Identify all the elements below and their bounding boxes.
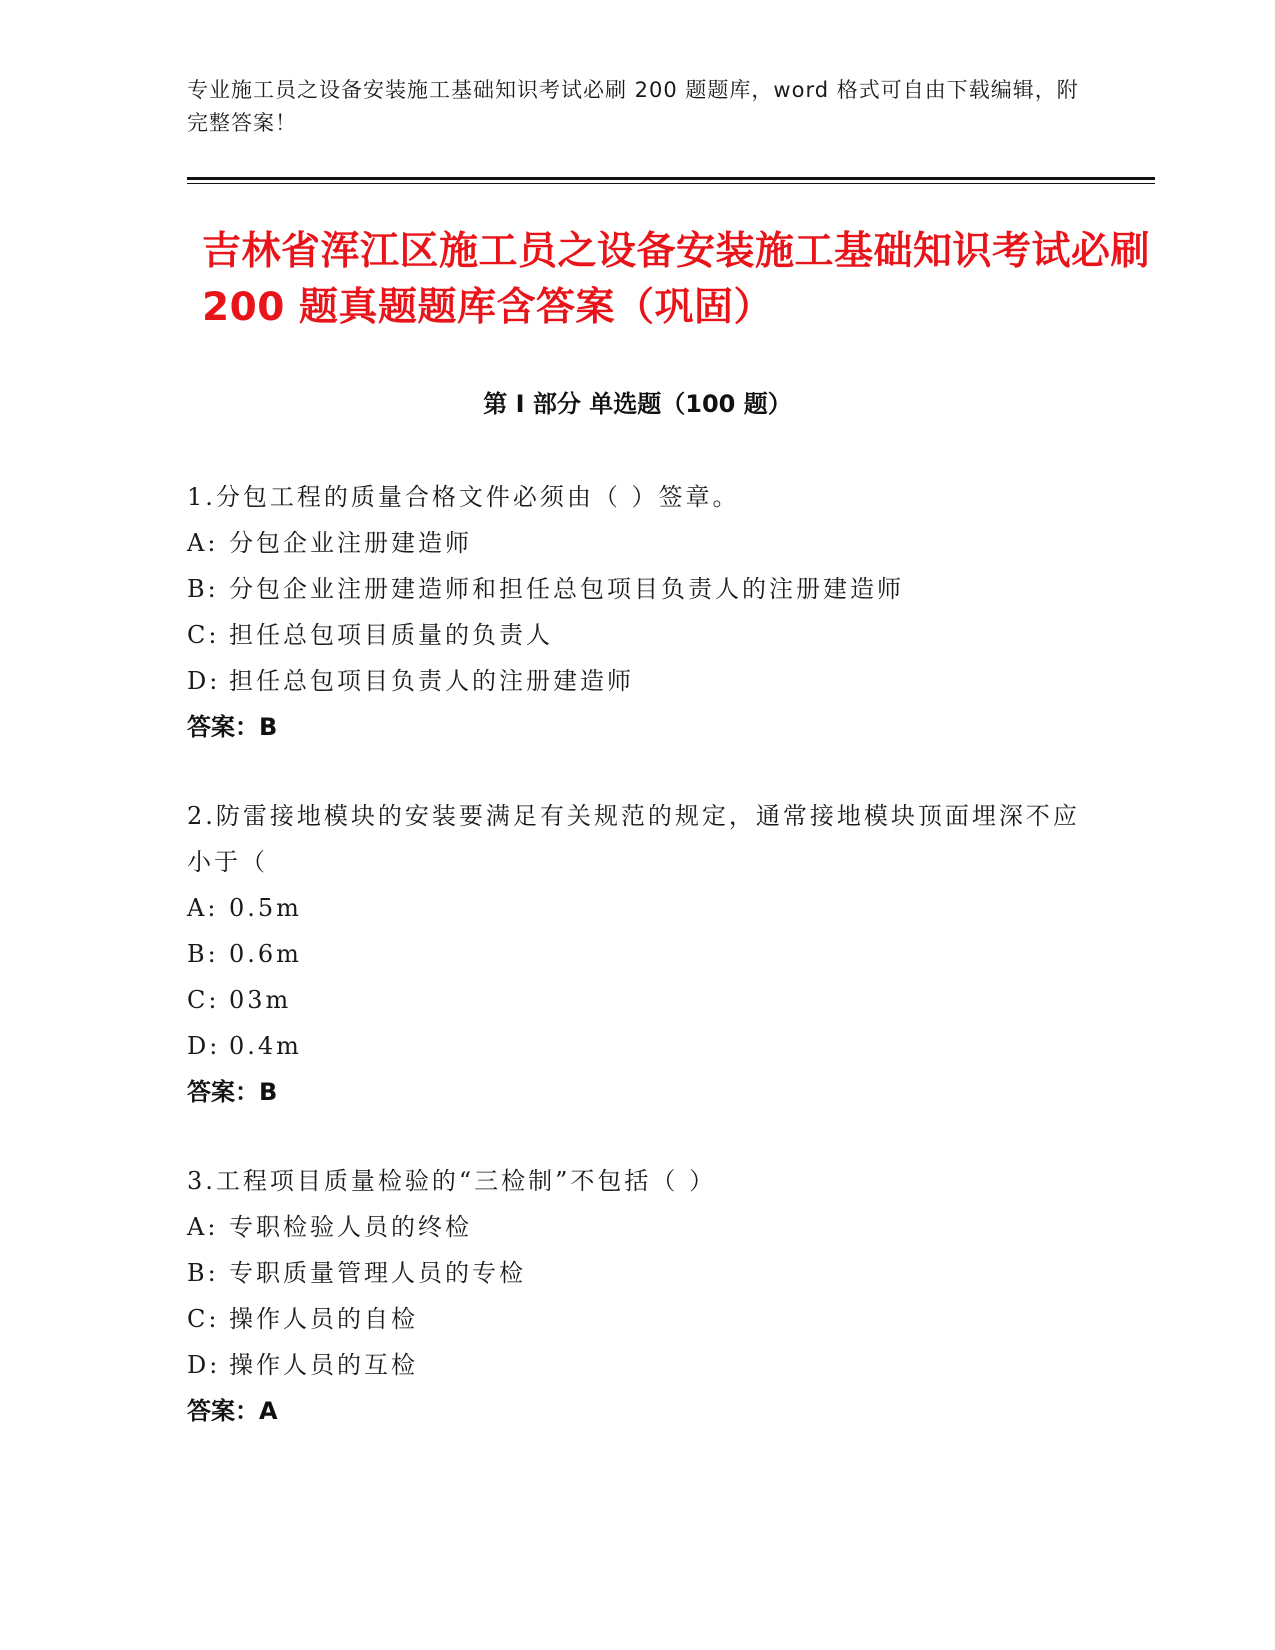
header-divider-thin xyxy=(187,183,1155,184)
answer: 答案：B xyxy=(187,1078,278,1106)
option-letter: C: xyxy=(187,621,220,649)
option-letter: C: xyxy=(187,1305,220,1333)
option-a xyxy=(187,1204,1087,1250)
option-text: 分包企业注册建造师和担任总包项目负责人的注册建造师 xyxy=(229,575,904,603)
question-stem: 3.工程项目质量检验的“三检制”不包括（ ） xyxy=(187,1167,717,1195)
option-letter: B: xyxy=(187,575,219,603)
question-3 xyxy=(187,1158,1087,1434)
option-text: 专职检验人员的终检 xyxy=(229,1213,472,1241)
question-list xyxy=(187,474,1087,1477)
option-text: 操作人员的自检 xyxy=(229,1305,418,1333)
option-text: 0.4m xyxy=(229,1032,302,1060)
header-divider-thick xyxy=(187,177,1155,180)
option-b xyxy=(187,1250,1087,1296)
option-text: 0.6m xyxy=(229,940,302,968)
option-text: 分包企业注册建造师 xyxy=(229,529,472,557)
option-letter: D: xyxy=(187,1032,221,1060)
option-d xyxy=(187,1023,1087,1069)
answer: 答案：A xyxy=(187,1397,278,1425)
option-a xyxy=(187,520,1087,566)
option-letter: D: xyxy=(187,667,221,695)
option-b xyxy=(187,566,1087,612)
option-letter: A: xyxy=(187,529,219,557)
section-title: 第 I 部分 单选题（100 题） xyxy=(483,390,792,418)
option-text: 担任总包项目质量的负责人 xyxy=(229,621,553,649)
option-text: 0.5m xyxy=(229,894,302,922)
option-letter: C: xyxy=(187,986,220,1014)
option-c xyxy=(187,612,1087,658)
option-letter: B: xyxy=(187,1259,219,1287)
question-2 xyxy=(187,793,1087,1115)
header-note: 专业施工员之设备安装施工基础知识考试必刷 200 题题库，word 格式可自由下载编辑，附完整答案！ xyxy=(187,78,1079,135)
option-c xyxy=(187,1296,1087,1342)
option-letter: A: xyxy=(187,894,219,922)
document-title: 吉林省浑江区施工员之设备安装施工基础知识考试必刷 200 题真题题库含答案（巩固） xyxy=(202,229,1151,330)
question-stem: 1.分包工程的质量合格文件必须由（ ）签章。 xyxy=(187,483,740,511)
option-letter: A: xyxy=(187,1213,219,1241)
option-letter: D: xyxy=(187,1351,221,1379)
question-1 xyxy=(187,474,1087,750)
answer: 答案：B xyxy=(187,713,278,741)
option-c xyxy=(187,977,1087,1023)
option-letter: B: xyxy=(187,940,219,968)
option-d xyxy=(187,1342,1087,1388)
question-stem: 2.防雷接地模块的安装要满足有关规范的规定，通常接地模块顶面埋深不应小于（ xyxy=(187,802,1080,876)
option-text: 担任总包项目负责人的注册建造师 xyxy=(229,667,634,695)
option-a xyxy=(187,885,1087,931)
option-text: 专职质量管理人员的专检 xyxy=(229,1259,526,1287)
option-d xyxy=(187,658,1087,704)
option-text: 操作人员的互检 xyxy=(229,1351,418,1379)
option-text: 03m xyxy=(229,986,292,1014)
option-b xyxy=(187,931,1087,977)
